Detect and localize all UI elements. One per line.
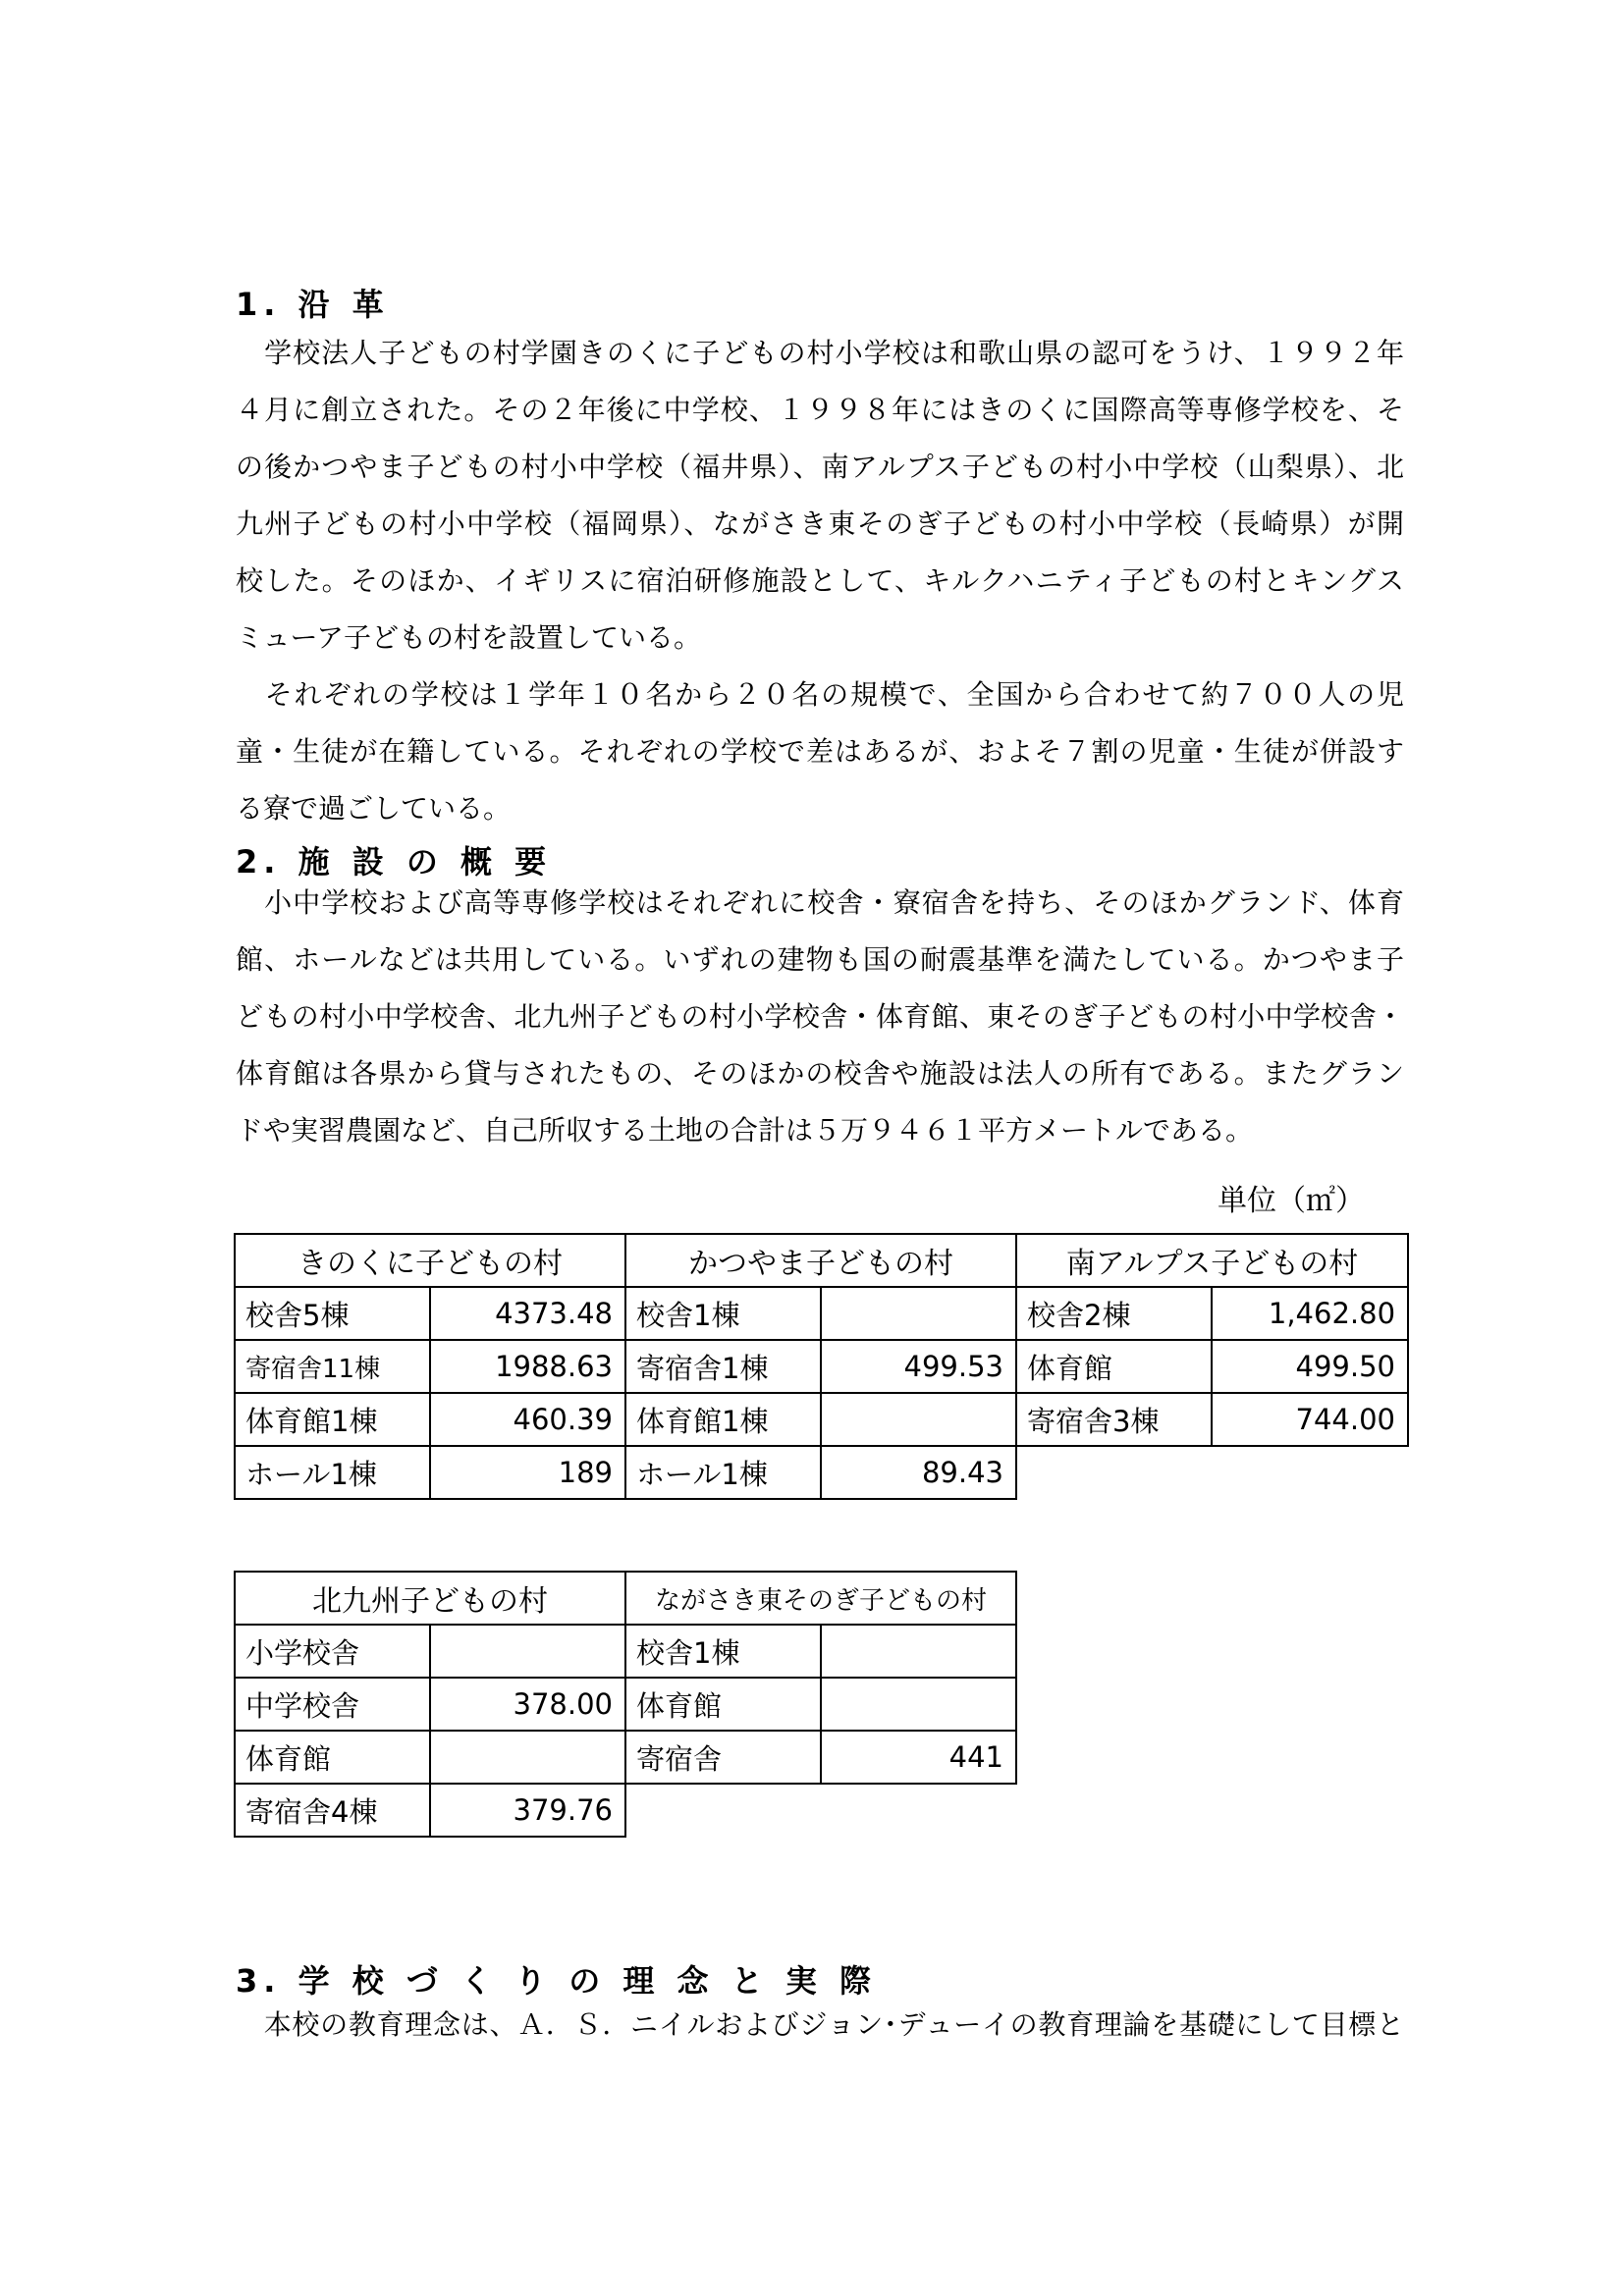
paragraph-line: ４月に創立された。その２年後に中学校、１９９８年にはきのくに国際高等専修学校を、そ	[236, 394, 1404, 426]
table-header-minami-alps: 南アルプス子どもの村	[1016, 1234, 1408, 1287]
section-heading-history: 1. 沿 革	[236, 286, 390, 323]
table-cell: 校舎2棟	[1016, 1287, 1212, 1340]
table-cell-empty	[1016, 1446, 1212, 1499]
table-cell: 体育館	[1016, 1340, 1212, 1393]
unit-label: 単位（㎡）	[1218, 1184, 1365, 1218]
table-cell: 460.39	[430, 1393, 625, 1446]
paragraph-line: る寮で過ごしている。	[236, 792, 512, 825]
table-cell-empty	[625, 1784, 821, 1837]
table-cell: 寄宿舎1棟	[625, 1340, 821, 1393]
table-cell: 寄宿舎3棟	[1016, 1393, 1212, 1446]
facility-area-table-2	[234, 1571, 1017, 1838]
table-cell: 体育館	[625, 1678, 821, 1731]
paragraph-line: ドや実習農園など、自己所収する土地の合計は５万９４６１平方メートルである。	[236, 1114, 1254, 1147]
table-header-row	[235, 1234, 1408, 1287]
paragraph-line: 童・生徒が在籍している。それぞれの学校で差はあるが、およそ７割の児童・生徒が併設す	[236, 735, 1404, 768]
table-cell: 441	[821, 1731, 1016, 1784]
table-cell: 1988.63	[430, 1340, 625, 1393]
table-row	[235, 1678, 1016, 1731]
table-row	[235, 1625, 1016, 1678]
facility-area-table-1	[234, 1233, 1409, 1500]
table-cell: ホール1棟	[235, 1446, 430, 1499]
paragraph-line: それぞれの学校は１学年１０名から２０名の規模で、全国から合わせて約７００人の児	[236, 678, 1404, 711]
table-cell: ホール1棟	[625, 1446, 821, 1499]
table-cell: 体育館	[235, 1731, 430, 1784]
table-row	[235, 1731, 1016, 1784]
table-cell: 校舎1棟	[625, 1625, 821, 1678]
table-row	[235, 1287, 1408, 1340]
table-row	[235, 1340, 1408, 1393]
paragraph-line: 小中学校および高等専修学校はそれぞれに校舎・寮宿舎を持ち、そのほかグランド、体育	[236, 886, 1404, 919]
table-cell: 中学校舎	[235, 1678, 430, 1731]
table-cell-empty	[821, 1784, 1016, 1837]
table-cell-empty	[1212, 1446, 1408, 1499]
table-cell: 寄宿舎4棟	[235, 1784, 430, 1837]
table-cell: 校舎5棟	[235, 1287, 430, 1340]
table-cell: 寄宿舎	[625, 1731, 821, 1784]
table-cell	[821, 1393, 1016, 1446]
table-cell: 499.53	[821, 1340, 1016, 1393]
table-cell: 4373.48	[430, 1287, 625, 1340]
table-cell: 小学校舎	[235, 1625, 430, 1678]
paragraph-line: 九州子どもの村小中学校（福岡県）、ながさき東そのぎ子どもの村小中学校（長崎県）が開	[236, 507, 1404, 540]
section-heading-facilities: 2. 施 設 の 概 要	[236, 843, 553, 881]
table-header-kitakyushu: 北九州子どもの村	[235, 1572, 625, 1625]
table-cell: 744.00	[1212, 1393, 1408, 1446]
table-cell	[821, 1625, 1016, 1678]
paragraph-line: の後かつやま子どもの村小中学校（福井県）、南アルプス子どもの村小中学校（山梨県）、北	[236, 451, 1404, 483]
section-heading-philosophy: 3. 学 校 づ く り の 理 念 と 実 際	[236, 1962, 877, 2000]
table-header-nagasaki-higashisonogi: ながさき東そのぎ子どもの村	[625, 1572, 1016, 1625]
table-cell: 体育館1棟	[625, 1393, 821, 1446]
paragraph-line: ミューア子どもの村を設置している。	[236, 621, 702, 654]
table-cell	[430, 1625, 625, 1678]
table-cell	[430, 1731, 625, 1784]
table-cell: 1,462.80	[1212, 1287, 1408, 1340]
table-header-row	[235, 1572, 1016, 1625]
table-cell: 寄宿舎11棟	[235, 1340, 430, 1393]
paragraph-line: 本校の教育理念は、Ａ．Ｓ．ニイルおよびジョン･デューイの教育理論を基礎にして目標と	[236, 2008, 1404, 2041]
paragraph-line: 学校法人子どもの村学園きのくに子どもの村小学校は和歌山県の認可をうけ、１９９２年	[236, 337, 1404, 369]
table-cell: 89.43	[821, 1446, 1016, 1499]
paragraph-line: 館、ホールなどは共用している。いずれの建物も国の耐震基準を満たしている。かつやま子	[236, 943, 1404, 976]
paragraph-line: 校した。そのほか、イギリスに宿泊研修施設として、キルクハニティ子どもの村とキングス	[236, 564, 1404, 597]
table-cell: 体育館1棟	[235, 1393, 430, 1446]
table-cell: 378.00	[430, 1678, 625, 1731]
table-cell: 校舎1棟	[625, 1287, 821, 1340]
table-row	[235, 1784, 1016, 1837]
paragraph-line: 体育館は各県から貸与されたもの、そのほかの校舎や施設は法人の所有である。またグラン	[236, 1057, 1404, 1090]
table-cell: 499.50	[1212, 1340, 1408, 1393]
table-cell	[821, 1678, 1016, 1731]
table-cell: 189	[430, 1446, 625, 1499]
table-row	[235, 1446, 1408, 1499]
table-cell	[821, 1287, 1016, 1340]
paragraph-line: どもの村小中学校舎、北九州子どもの村小学校舎・体育館、東そのぎ子どもの村小中学校舎・	[236, 1000, 1404, 1033]
table-header-kinokuni: きのくに子どもの村	[235, 1234, 625, 1287]
table-header-katsuyama: かつやま子どもの村	[625, 1234, 1016, 1287]
table-row	[235, 1393, 1408, 1446]
table-cell: 379.76	[430, 1784, 625, 1837]
